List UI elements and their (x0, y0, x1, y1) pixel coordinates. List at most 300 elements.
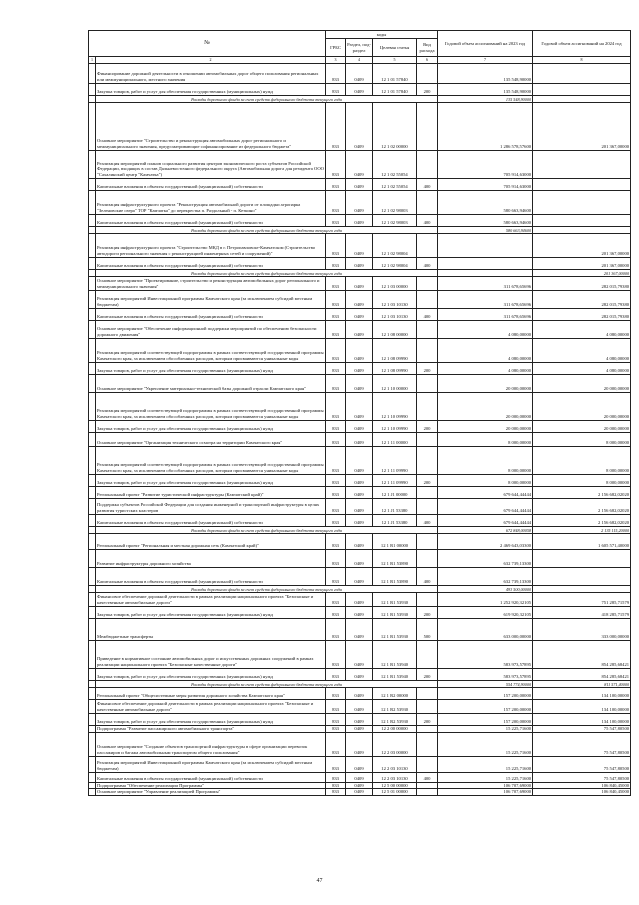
cell-vid (417, 102, 438, 150)
cell-vid (417, 320, 438, 338)
cell-vol-2024: 201 367,00000 (533, 102, 631, 150)
cell-target: 12 1 02 55054 (373, 150, 417, 178)
cell-name: Основное мероприятие "Создание объектов транспортной инфраструктуры в сфере организации перевозок пассажиров и багажа автомобильным транспортом общего пользования" (96, 732, 326, 756)
cell-vol-2024: 8 000,00000 (533, 474, 631, 486)
cell-razdel: 0409 (346, 618, 373, 640)
cell-index (89, 699, 96, 713)
cell-grbs: 833 (326, 618, 346, 640)
cell-index (89, 567, 96, 585)
cell-vol-2024: 134 100,00000 (533, 713, 631, 725)
cell-vol-2024: 75 547,80500 (533, 725, 631, 732)
cell-name: Реализация мероприятий соответствующей подпрограммы в рамках соответствующей государственной программы Камчатского края, за исключением обособленных расходов, которым присваиваются уникальные коды (96, 392, 326, 420)
cell-razdel: 0409 (346, 687, 373, 699)
cell-target: 12 1 02 55054 (373, 178, 417, 190)
cell-razdel: 0409 (346, 446, 373, 474)
cell-vol-2023: 4 080,00000 (438, 320, 533, 338)
cell-razdel: 0409 (346, 772, 373, 782)
cell-razdel: 0409 (346, 713, 373, 725)
cell-name: Реализация инфраструктурного проекта "Реконструкция автомобильной дороги от площадки агропарка "Зеленовские озера" ТОР "Камчатка" до перекрестка п. Раздольный - п. Кеткино" (96, 190, 326, 214)
cell-vol-2023: 632 739,13300 (438, 549, 533, 567)
cell-note: Расходы дорожного фонда за счет средств федерального бюджета текущего года (96, 226, 438, 233)
cell-name: Основное мероприятие "Проектирование, строительство и реконструкция автомобильных дорог регионального и межмуниципального значения" (96, 276, 326, 290)
cell-vid (417, 374, 438, 392)
header-grbs: ГРБС (326, 39, 346, 57)
cell-name: Подпрограмма "Обеспечение реализации Программы" (96, 782, 326, 789)
cell-target: 12 1 10 09990 (373, 392, 417, 420)
cell-index (89, 320, 96, 338)
header-index: 8 (533, 57, 631, 64)
cell-index (89, 782, 96, 789)
cell-grbs: 833 (326, 214, 346, 226)
cell-index (89, 585, 96, 592)
cell-note: Расходы дорожного фонда за счет средств федерального бюджета текущего года (96, 95, 438, 102)
cell-note: Расходы дорожного фонда за счет средств федерального бюджета текущего года (96, 585, 438, 592)
cell-target: 12 5 00 00000 (373, 782, 417, 789)
cell-vid: 400 (417, 214, 438, 226)
cell-razdel: 0409 (346, 308, 373, 320)
cell-index (89, 549, 96, 567)
header-razdel: Раздел, под-раздел (346, 39, 373, 57)
cell-vol-2024 (533, 549, 631, 567)
cell-note: Расходы дорожного фонда за счет средств федерального бюджета текущего года (96, 680, 438, 687)
cell-vol-2023: 583 973,57895 (438, 668, 533, 680)
cell-vol-2023: 8 000,00000 (438, 432, 533, 446)
cell-vid (417, 789, 438, 796)
cell-index (89, 233, 96, 257)
cell-grbs: 833 (326, 687, 346, 699)
cell-vol-2023: 135 548,90000 (438, 63, 533, 83)
table-row (89, 308, 631, 320)
cell-grbs: 833 (326, 668, 346, 680)
table-row (89, 606, 631, 618)
cell-vol-2024 (533, 567, 631, 585)
cell-vid: 400 (417, 514, 438, 526)
table-row (89, 290, 631, 308)
cell-target: 12 1 J1 53380 (373, 498, 417, 514)
cell-vol-2023: 311 678,65696 (438, 276, 533, 290)
cell-name: Основное мероприятие "Укрепление материально-технической базы дорожной отрасли Камчатского края" (96, 374, 326, 392)
cell-index (89, 713, 96, 725)
table-row (89, 338, 631, 362)
cell-razdel: 0409 (346, 592, 373, 606)
cell-target: 12 1 03 10130 (373, 308, 417, 320)
cell-vol-2023: 679 644,44444 (438, 486, 533, 498)
cell-index (89, 526, 96, 533)
cell-target: 12 1 08 09990 (373, 362, 417, 374)
cell-target: 12 1 02 98004 (373, 257, 417, 269)
table-row (89, 257, 631, 269)
cell-razdel: 0409 (346, 338, 373, 362)
cell-target: 12 1 02 98003 (373, 214, 417, 226)
cell-vol-2024 (533, 178, 631, 190)
cell-razdel: 0409 (346, 178, 373, 190)
cell-grbs: 833 (326, 420, 346, 432)
table-row (89, 214, 631, 226)
cell-vol-2023: 619 920,32105 (438, 606, 533, 618)
cell-name: Капитальные вложения в объекты государственной (муниципальной) собственности (96, 772, 326, 782)
cell-vol-2023 (438, 233, 533, 257)
cell-vid (417, 446, 438, 474)
cell-target: 12 1 11 09990 (373, 446, 417, 474)
cell-vol-2023: 157 200,00000 (438, 699, 533, 713)
cell-vol-2024: 418 285,71579 (533, 606, 631, 618)
cell-name: Капитальные вложения в объекты государственной (муниципальной) собственности (96, 214, 326, 226)
cell-razdel: 0409 (346, 549, 373, 567)
cell-razdel: 0409 (346, 640, 373, 668)
cell-vol-2023: 580 663,94600 (438, 190, 533, 214)
cell-vid (417, 756, 438, 772)
cell-razdel: 0409 (346, 486, 373, 498)
cell-razdel: 0409 (346, 320, 373, 338)
cell-vid (417, 150, 438, 178)
cell-vid (417, 63, 438, 83)
cell-target: 12 1 08 00000 (373, 320, 417, 338)
cell-name: Реализация мероприятий соответствующей подпрограммы в рамках соответствующей государственной программы Камчатского края, за исключением обособленных расходов, которым присваиваются уникальные коды (96, 338, 326, 362)
table-row (89, 362, 631, 374)
cell-target: 12 2 00 00000 (373, 725, 417, 732)
cell-vol-2024 (533, 95, 631, 102)
cell-vid: 400 (417, 178, 438, 190)
cell-grbs: 833 (326, 83, 346, 95)
cell-grbs: 833 (326, 233, 346, 257)
cell-name: Финансовое обеспечение дорожной деятельности в рамках реализации национального проекта "Безопасные и качественные автомобильные дороги" (96, 592, 326, 606)
cell-index (89, 150, 96, 178)
header-index: 6 (417, 57, 438, 64)
cell-vid (417, 782, 438, 789)
cell-target: 12 5 01 00000 (373, 789, 417, 796)
cell-vol-2023: 15 225,71600 (438, 732, 533, 756)
table-row (89, 63, 631, 83)
cell-note: Расходы дорожного фонда за счет средств федерального бюджета текущего года (96, 526, 438, 533)
cell-target: 12 1 01 57840 (373, 83, 417, 95)
cell-vol-2024: 751 285,71579 (533, 592, 631, 606)
cell-grbs: 833 (326, 486, 346, 498)
cell-vol-2023: 2 469 643,03300 (438, 533, 533, 549)
cell-index (89, 533, 96, 549)
table-row (89, 699, 631, 713)
cell-vol-2023: 157 200,00000 (438, 687, 533, 699)
table-row (89, 276, 631, 290)
cell-vol-2024: 854 285,68421 (533, 668, 631, 680)
cell-vol-2024: 1 605 571,40000 (533, 533, 631, 549)
cell-index (89, 290, 96, 308)
cell-razdel: 0409 (346, 668, 373, 680)
header-row-top (89, 31, 631, 39)
cell-vol-2023: 20 000,00000 (438, 392, 533, 420)
cell-index (89, 102, 96, 150)
cell-grbs: 833 (326, 725, 346, 732)
header-index-row (89, 57, 631, 64)
cell-grbs: 833 (326, 338, 346, 362)
cell-vid (417, 432, 438, 446)
cell-index (89, 432, 96, 446)
cell-vol-2024: 75 547,80500 (533, 772, 631, 782)
cell-razdel: 0409 (346, 789, 373, 796)
cell-vol-2024: 2 156 682,02020 (533, 486, 631, 498)
cell-name: Финансовое обеспечение дорожной деятельности в рамках реализации национального проекта "Безопасные и качественные автомобильные дороги" (96, 699, 326, 713)
cell-vol-2024: 8 000,00000 (533, 432, 631, 446)
cell-vid (417, 190, 438, 214)
cell-target: 12 1 11 00000 (373, 432, 417, 446)
cell-vid (417, 549, 438, 567)
cell-index (89, 178, 96, 190)
cell-vol-2023: 580 663,94600 (438, 214, 533, 226)
cell-name: Межбюджетные трансферты (96, 618, 326, 640)
cell-target: 12 1 02 00000 (373, 102, 417, 150)
cell-vol-2023: 311 678,65696 (438, 290, 533, 308)
cell-grbs: 833 (326, 374, 346, 392)
cell-index (89, 725, 96, 732)
cell-vol-2023: 583 973,57895 (438, 640, 533, 668)
cell-vol-2024: 20 000,00000 (533, 374, 631, 392)
cell-grbs: 833 (326, 640, 346, 668)
table-row (89, 789, 631, 796)
cell-target: 12 2 03 00000 (373, 732, 417, 756)
table-row (89, 713, 631, 725)
cell-razdel: 0409 (346, 150, 373, 178)
cell-grbs: 833 (326, 789, 346, 796)
cell-vid (417, 233, 438, 257)
cell-index (89, 276, 96, 290)
budget-table (88, 30, 631, 796)
budget-rows (89, 63, 631, 795)
cell-razdel: 0409 (346, 725, 373, 732)
cell-target: 12 1 10 00000 (373, 374, 417, 392)
cell-name: Основное мероприятие "Организация технического осмотра на территории Камчатского края" (96, 432, 326, 446)
cell-vol-2024: 20 000,00000 (533, 392, 631, 420)
cell-razdel: 0409 (346, 392, 373, 420)
cell-name: Реализация мероприятий соответствующей подпрограммы в рамках соответствующей государственной программы Камчатского края, за исключением обособленных расходов, которым присваиваются уникальные коды (96, 446, 326, 474)
cell-grbs: 833 (326, 592, 346, 606)
cell-target: 12 1 R1 53940 (373, 640, 417, 668)
cell-vol-2023: 705 914,63000 (438, 150, 533, 178)
table-row (89, 474, 631, 486)
header-vol-2024: Годовой объем ассигнований на 2024 год (533, 31, 631, 57)
table-row (89, 420, 631, 432)
cell-vol-2023: 679 644,44444 (438, 498, 533, 514)
cell-target: 12 1 01 57840 (373, 63, 417, 83)
table-row (89, 486, 631, 498)
cell-index (89, 338, 96, 362)
cell-vol-2024 (533, 83, 631, 95)
header-vol-2023: Годовой объем ассигнований на 2023 год (438, 31, 533, 57)
cell-index (89, 668, 96, 680)
cell-vol-2023: 4 080,00000 (438, 338, 533, 362)
cell-name: Приведение в нормативное состояние автомобильных дорог и искусственных дорожных сооружений в рамках реализации национального проекта "Безопасные качественные дороги" (96, 640, 326, 668)
cell-name: Капитальные вложения в объекты государственной (муниципальной) собственности (96, 257, 326, 269)
cell-vol-2024 (533, 190, 631, 214)
table-row (89, 687, 631, 699)
cell-target: 12 1 R1 53930 (373, 618, 417, 640)
table-row (89, 549, 631, 567)
cell-name: Капитальные вложения в объекты государственной (муниципальной) собственности (96, 567, 326, 585)
cell-index (89, 772, 96, 782)
cell-vol-2023: 1 252 920,32105 (438, 592, 533, 606)
cell-razdel: 0409 (346, 498, 373, 514)
cell-target: 12 2 03 10130 (373, 772, 417, 782)
table-row (89, 668, 631, 680)
table-row (89, 725, 631, 732)
cell-target: 12 1 02 98003 (373, 190, 417, 214)
cell-razdel: 0409 (346, 276, 373, 290)
cell-grbs: 833 (326, 308, 346, 320)
cell-razdel: 0409 (346, 699, 373, 713)
budget-table-sheet (88, 30, 630, 796)
table-row (89, 432, 631, 446)
cell-vol-2024 (533, 226, 631, 233)
cell-vol-2023: 705 914,63000 (438, 178, 533, 190)
cell-target: 12 1 R1 00000 (373, 533, 417, 549)
cell-vol-2024: 4 080,00000 (533, 362, 631, 374)
table-row (89, 83, 631, 95)
cell-vol-2023: 580 663,94600 (438, 226, 533, 233)
cell-vol-2024: 282 015,79380 (533, 276, 631, 290)
cell-vol-2023: 135 548,90000 (438, 95, 533, 102)
cell-grbs: 833 (326, 276, 346, 290)
cell-razdel: 0409 (346, 374, 373, 392)
cell-grbs: 833 (326, 474, 346, 486)
cell-name: Закупка товаров, работ и услуг для обеспечения государственных (муниципальных) нужд (96, 668, 326, 680)
cell-razdel: 0409 (346, 83, 373, 95)
header-index: 1 (89, 57, 96, 64)
cell-vol-2024: 20 000,00000 (533, 420, 631, 432)
cell-vol-2023: 632 739,13300 (438, 567, 533, 585)
cell-name: Капитальные вложения в объекты государственной (муниципальной) собственности (96, 178, 326, 190)
cell-target: 12 1 J1 00000 (373, 486, 417, 498)
cell-vid (417, 392, 438, 420)
cell-razdel: 0409 (346, 474, 373, 486)
header-index: 4 (346, 57, 373, 64)
cell-vol-2024: 75 547,80500 (533, 732, 631, 756)
table-row (89, 150, 631, 178)
cell-vid: 200 (417, 606, 438, 618)
cell-target: 12 1 03 00000 (373, 276, 417, 290)
cell-index (89, 680, 96, 687)
cell-vol-2024: 2 156 682,02020 (533, 514, 631, 526)
cell-razdel: 0409 (346, 606, 373, 618)
cell-vol-2023: 4 080,00000 (438, 362, 533, 374)
cell-razdel: 0409 (346, 514, 373, 526)
cell-vol-2023: 157 200,00000 (438, 713, 533, 725)
cell-vid: 200 (417, 668, 438, 680)
cell-grbs: 833 (326, 498, 346, 514)
cell-grbs: 833 (326, 699, 346, 713)
cell-grbs: 833 (326, 782, 346, 789)
cell-index (89, 606, 96, 618)
cell-vol-2024: 4 080,00000 (533, 320, 631, 338)
cell-target: 12 2 03 10130 (373, 756, 417, 772)
cell-grbs: 833 (326, 362, 346, 374)
cell-target: 12 1 R1 53930 (373, 606, 417, 618)
cell-index (89, 269, 96, 276)
cell-index (89, 257, 96, 269)
cell-name: Закупка товаров, работ и услуг для обеспечения государственных (муниципальных) нужд (96, 362, 326, 374)
cell-vol-2023: 8 000,00000 (438, 474, 533, 486)
cell-razdel: 0409 (346, 420, 373, 432)
cell-name: Поддержка субъектов Российской Федерации для создания инженерной и транспортной инфраструктуры в целях развития туристских кластеров (96, 498, 326, 514)
cell-vid (417, 592, 438, 606)
cell-target: 12 1 R1 53930 (373, 592, 417, 606)
cell-target: 12 1 R2 00000 (373, 687, 417, 699)
cell-name: Подпрограмма "Развитие пассажирского автомобильного транспорта" (96, 725, 326, 732)
cell-vid (417, 687, 438, 699)
cell-vol-2024: 134 100,00000 (533, 699, 631, 713)
cell-razdel: 0409 (346, 290, 373, 308)
header-vid: Вид расхода (417, 39, 438, 57)
cell-vol-2024 (533, 150, 631, 178)
cell-vid (417, 486, 438, 498)
cell-vol-2023 (438, 257, 533, 269)
cell-grbs: 833 (326, 533, 346, 549)
fund-note-row (89, 680, 631, 687)
cell-vol-2024: 8 000,00000 (533, 446, 631, 474)
cell-vol-2024: 811 571,40000 (533, 680, 631, 687)
cell-target: 12 1 R1 53890 (373, 549, 417, 567)
table-row (89, 374, 631, 392)
cell-vol-2024 (533, 63, 631, 83)
table-row (89, 320, 631, 338)
cell-razdel: 0409 (346, 432, 373, 446)
cell-vol-2024 (533, 214, 631, 226)
cell-index (89, 486, 96, 498)
cell-index (89, 498, 96, 514)
cell-vid: 400 (417, 308, 438, 320)
cell-name: Реализация мероприятий планов социального развития центров экономического роста субъектов Российской Федерации, входящих в состав Дальневосточного федерального округа (Автомобильная дорога для резидента ООО "Сахалинский центр "Камчатка") (96, 150, 326, 178)
cell-vol-2023: 15 225,71600 (438, 772, 533, 782)
cell-target: 12 1 02 98004 (373, 233, 417, 257)
page-number: 47 (316, 878, 323, 884)
table-row (89, 514, 631, 526)
cell-vol-2023: 311 678,65696 (438, 308, 533, 320)
cell-target: 12 1 J1 53380 (373, 514, 417, 526)
cell-index (89, 226, 96, 233)
table-row (89, 178, 631, 190)
cell-name: Закупка товаров, работ и услуг для обеспечения государственных (муниципальных) нужд (96, 474, 326, 486)
cell-target: 12 1 03 10130 (373, 290, 417, 308)
cell-name: Финансирование дорожной деятельности в отношении автомобильных дорог общего пользования региональных или межмуниципального, местного значения (96, 63, 326, 83)
cell-vol-2024: 4 080,00000 (533, 338, 631, 362)
cell-target: 12 1 08 09990 (373, 338, 417, 362)
cell-vol-2023: 106 707,69000 (438, 789, 533, 796)
cell-index (89, 362, 96, 374)
cell-grbs: 833 (326, 606, 346, 618)
cell-index (89, 640, 96, 668)
fund-note-row (89, 226, 631, 233)
cell-vid: 200 (417, 474, 438, 486)
cell-vol-2023: 135 548,90000 (438, 83, 533, 95)
cell-name: Капитальные вложения в объекты государственной (муниципальной) собственности (96, 308, 326, 320)
cell-vid: 200 (417, 362, 438, 374)
cell-name: Основное мероприятие "Обеспечение информационной поддержки мероприятий по обеспечению безопасности дорожного движения" (96, 320, 326, 338)
cell-index (89, 618, 96, 640)
cell-vol-2024: 201 367,00000 (533, 233, 631, 257)
cell-grbs: 833 (326, 257, 346, 269)
cell-index (89, 732, 96, 756)
cell-vol-2024: 333 000,00000 (533, 618, 631, 640)
cell-target: 12 1 R2 53930 (373, 713, 417, 725)
cell-index (89, 308, 96, 320)
cell-grbs: 833 (326, 514, 346, 526)
cell-grbs: 833 (326, 446, 346, 474)
cell-vol-2023: 633 000,00000 (438, 618, 533, 640)
cell-vol-2024 (533, 585, 631, 592)
cell-vol-2023: 15 225,71600 (438, 725, 533, 732)
cell-grbs: 833 (326, 290, 346, 308)
cell-vol-2024: 106 840,45000 (533, 782, 631, 789)
cell-razdel: 0409 (346, 190, 373, 214)
cell-grbs: 833 (326, 63, 346, 83)
table-row (89, 732, 631, 756)
